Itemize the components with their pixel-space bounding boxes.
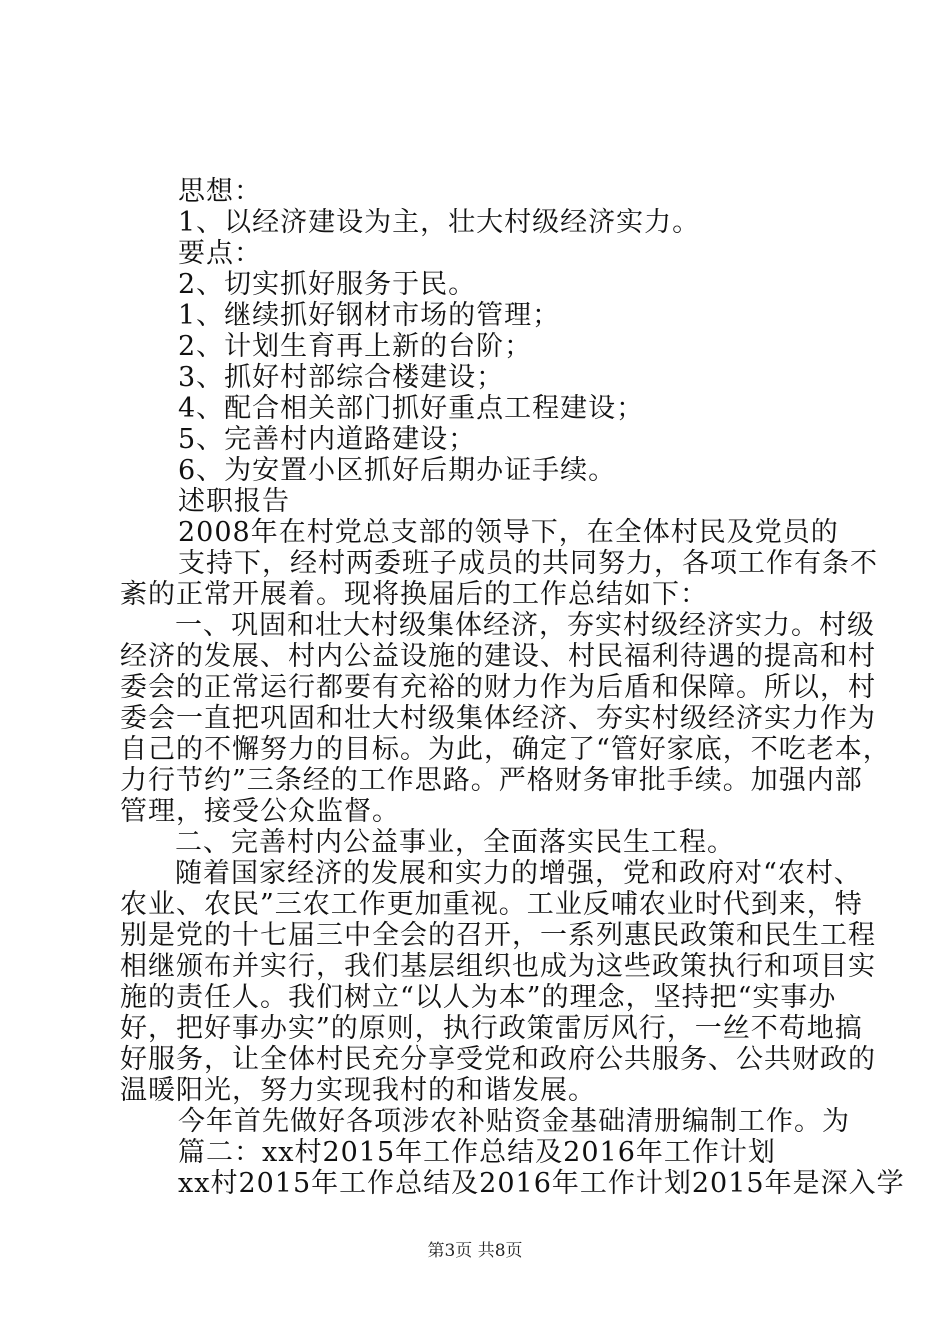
text-line: xx村2015年工作总结及2016年工作计划2015年是深入学 [178, 1168, 905, 1199]
text-line: 好，把好事办实”的原则，执行政策雷厉风行，一丝不苟地搞 [120, 1013, 863, 1044]
page-footer: 第3页 共8页 [427, 1241, 523, 1261]
text-line: 2、计划生育再上新的台阶； [178, 331, 533, 362]
text-line: 随着国家经济的发展和实力的增强，党和政府对“农村、 [175, 858, 862, 889]
text-line: 一、巩固和壮大村级集体经济，夯实村级经济实力。村级 [175, 610, 875, 641]
text-line: 委会的正常运行都要有充裕的财力作为后盾和保障。所以，村 [120, 672, 876, 703]
text-line: 3、抓好村部综合楼建设； [178, 362, 505, 393]
text-line: 4、配合相关部门抓好重点工程建设； [178, 393, 645, 424]
text-line: 委会一直把巩固和壮大村级集体经济、夯实村级经济实力作为 [120, 703, 876, 734]
text-line: 2008年在村党总支部的领导下，在全体村民及党员的 [178, 517, 839, 548]
section-heading: 篇二：xx村2015年工作总结及2016年工作计划 [178, 1137, 776, 1168]
text-line: 经济的发展、村内公益设施的建设、村民福利待遇的提高和村 [120, 641, 876, 672]
text-line: 1、以经济建设为主，壮大村级经济实力。 [178, 207, 701, 238]
text-line: 好服务，让全体村民充分享受党和政府公共服务、公共财政的 [120, 1044, 876, 1075]
text-line: 思想： [178, 176, 262, 207]
text-line: 温暖阳光，努力实现我村的和谐发展。 [120, 1075, 596, 1106]
text-line: 自己的不懈努力的目标。为此，确定了“管好家底，不吃老本， [120, 734, 891, 765]
text-line: 力行节约”三条经的工作思路。严格财务审批手续。加强内部 [120, 765, 863, 796]
text-line: 施的责任人。我们树立“以人为本”的理念，坚持把“实事办 [120, 982, 837, 1013]
section-heading: 述职报告 [178, 486, 290, 517]
text-line: 要点： [178, 238, 262, 269]
text-line: 2、切实抓好服务于民。 [178, 269, 477, 300]
text-line: 支持下，经村两委班子成员的共同努力，各项工作有条不 [178, 548, 878, 579]
text-line: 别是党的十七届三中全会的召开，一系列惠民政策和民生工程 [120, 920, 876, 951]
text-line: 相继颁布并实行，我们基层组织也成为这些政策执行和项目实 [120, 951, 876, 982]
text-line: 农业、农民”三农工作更加重视。工业反哺农业时代到来，特 [120, 889, 863, 920]
text-line: 二、完善村内公益事业，全面落实民生工程。 [175, 827, 735, 858]
text-line: 5、完善村内道路建设； [178, 424, 477, 455]
text-line: 1、继续抓好钢材市场的管理； [178, 300, 561, 331]
text-line: 今年首先做好各项涉农补贴资金基础清册编制工作。为 [178, 1106, 850, 1137]
text-line: 管理，接受公众监督。 [120, 796, 400, 827]
text-line: 6、为安置小区抓好后期办证手续。 [178, 455, 617, 486]
text-line: 紊的正常开展着。现将换届后的工作总结如下： [120, 579, 708, 610]
